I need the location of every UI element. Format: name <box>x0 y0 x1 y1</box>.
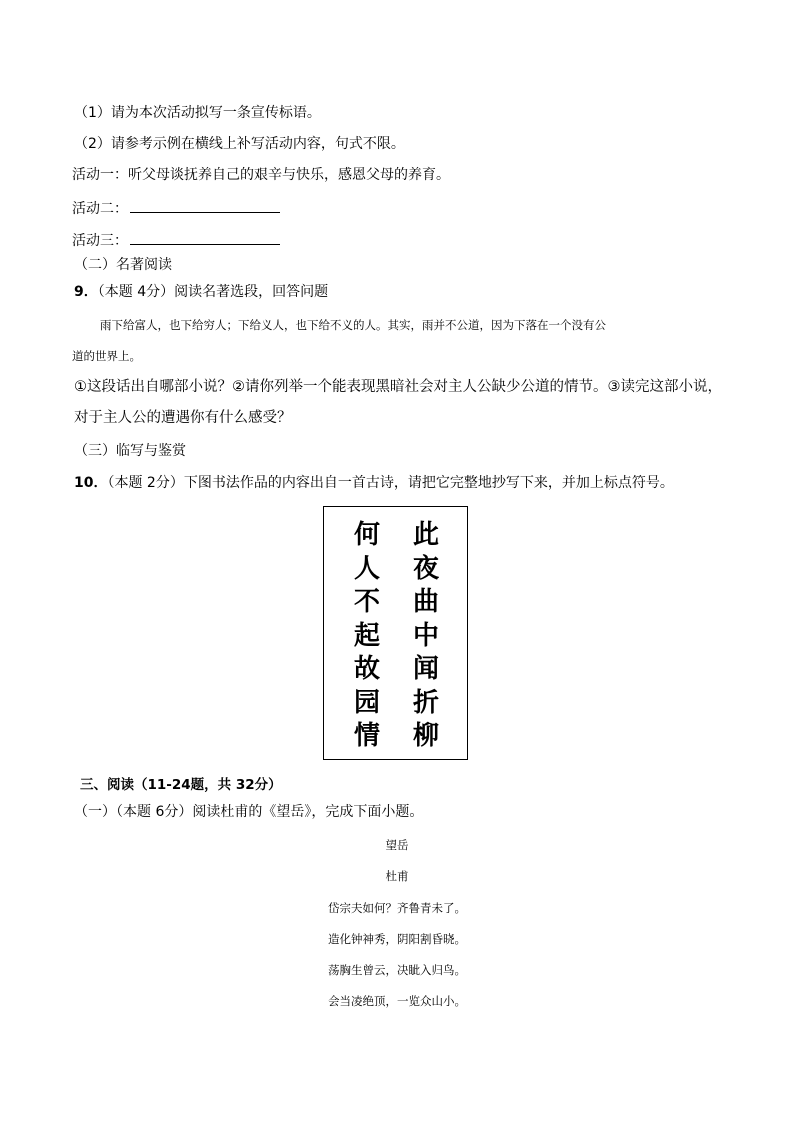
poem-line: 荡胸生曾云，决眦入归鸟。 <box>328 963 466 977</box>
q8-sub1: （1）请为本次活动拟写一条宣传标语。 <box>74 105 321 121</box>
activity-3 <box>72 230 280 250</box>
excerpt-line-1: 雨下给富人，也下给穷人；下给义人，也下给不义的人。其实，雨并不公道，因为下落在一个没有公 <box>100 318 606 332</box>
question-9-ask-line-2: 对于主人公的遭遇你有什么感受？ <box>74 410 292 426</box>
activity-3-label: 活动三： <box>72 233 128 249</box>
activity-2-blank[interactable] <box>130 198 280 213</box>
question-9-score: （本题 4分） <box>97 284 175 300</box>
calligraphy-left-column: 何人不起故园情 <box>353 520 380 751</box>
poem-author: 杜甫 <box>385 869 409 883</box>
question-9 <box>74 283 328 301</box>
question-9-text: 阅读名著选段，回答问题 <box>174 284 329 300</box>
poem-title: 望岳 <box>385 838 409 852</box>
reading-1-prefix: （一） <box>74 804 116 820</box>
calligraphy-right-column: 此夜曲中闻折柳 <box>412 520 439 751</box>
question-9-ask-line-1: ①这段话出自哪部小说？②请你列举一个能表现黑暗社会对主人公缺少公道的情节。③读完这部小说， <box>74 379 722 395</box>
activity-2 <box>72 198 280 218</box>
poem-line: 岱宗夫如何？齐鲁青未了。 <box>328 901 466 915</box>
question-9-number: 9． <box>74 284 98 300</box>
question-10-text: 下图书法作品的内容出自一首古诗，请把它完整地抄写下来，并加上标点符号。 <box>183 475 674 491</box>
poem-line: 造化钟神秀，阴阳割昏晓。 <box>328 932 466 946</box>
calligraphy-artwork <box>323 506 468 760</box>
question-10-number: 10． <box>74 475 108 491</box>
q8-sub2: （2）请参考示例在横线上补写活动内容，句式不限。 <box>74 136 405 152</box>
section-2-heading: （二）名著阅读 <box>74 257 172 273</box>
question-10-score: （本题 2分） <box>107 475 184 491</box>
activity-2-label: 活动二： <box>72 201 128 217</box>
reading-1-heading <box>74 803 423 821</box>
section-3-heading: （三）临写与鉴赏 <box>74 443 186 459</box>
reading-1-text: 阅读杜甫的《望岳》，完成下面小题。 <box>192 804 424 820</box>
poem-line: 会当凌绝顶，一览众山小。 <box>328 994 466 1008</box>
activity-1: 活动一：听父母谈抚养自己的艰辛与快乐，感恩父母的养育。 <box>72 167 450 183</box>
reading-1-score: （本题 6分） <box>116 804 193 820</box>
question-10 <box>74 474 674 492</box>
activity-3-blank[interactable] <box>130 230 280 245</box>
excerpt-line-2: 道的世界上。 <box>72 349 141 363</box>
part-3-heading: 三、阅读（11-24题，共 32分） <box>80 777 282 793</box>
